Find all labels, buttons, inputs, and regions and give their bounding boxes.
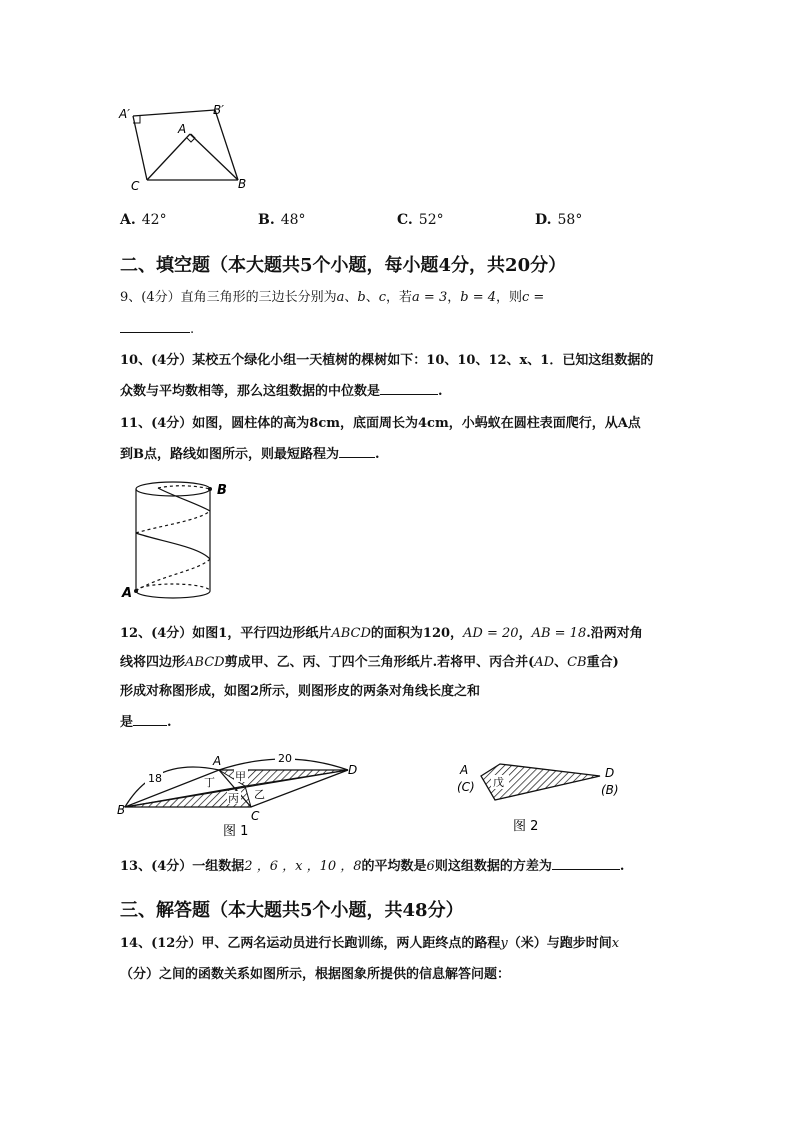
label-c: (C) [457,780,475,794]
section-2-heading: 二、填空题（本大题共5个小题，每小题4分，共20分） [120,255,567,276]
label-a: A [213,754,222,768]
answer-blank[interactable] [339,443,375,458]
option-d[interactable] [535,212,582,228]
question-12-line3: 形成对称图形成，如图2所示，则图形皮的两条对角线长度之和 [120,684,481,699]
answer-blank[interactable] [120,318,190,333]
answer-blank[interactable] [380,380,438,395]
length-18: 18 [148,772,162,785]
option-b[interactable] [258,212,306,228]
question-11: 11、(4分）如图，圆柱体的高为8cm，底面周长为4cm，小蚂蚁在圆柱表面爬行，从A点 [120,416,641,431]
question-12-line4: 是 . [120,708,172,738]
length-20: 20 [278,752,292,765]
label-c: C [131,179,140,193]
piece-jia: 甲 [235,770,246,783]
question-12: 12、(4分）如图1，平行四边形纸片ABCD的面积为120，AD = 20，AB = 18.沿两对角 [120,626,643,641]
figure-2-kite [455,758,635,838]
piece-yi: 乙 [254,788,265,801]
option-letter: D. [535,212,552,228]
label-b: B [117,803,126,817]
label-d: D [348,763,358,777]
label-a: A [178,122,187,136]
question-14: 14、(12分）甲、乙两名运动员进行长跑训练，两人距终点的路程y（米）与跑步时间x [120,936,620,951]
option-value: 58° [557,212,583,228]
label-a-prime: A′ [119,107,130,121]
label-a: A [460,763,469,777]
question-14-line2: （分）之间的函数关系如图所示，根据图象所提供的信息解答问题： [120,967,511,982]
question-11-line2: 到B点，路线如图所示，则最短路程为 . [120,440,380,470]
label-c: C [251,809,260,823]
question-13: 13、(4分）一组数据2 ，6 ，x ，10 ，8的平均数是6则这组数据的方差为 . [120,852,624,882]
option-letter: A. [120,212,136,228]
label-b: B [217,483,227,498]
option-c[interactable] [397,212,444,228]
option-value: 52° [418,212,444,228]
piece-bing: 丙 [228,792,239,805]
option-a[interactable] [120,212,167,228]
piece-ding: 丁 [204,776,215,789]
label-b: (B) [601,783,619,797]
figure-1-parallelogram [115,748,375,843]
question-9-answer-line: . [120,315,194,345]
answer-blank[interactable] [552,855,620,870]
figure-2-caption: 图 2 [513,819,539,834]
answer-blank[interactable] [133,711,167,726]
option-value: 48° [280,212,306,228]
question-10-line2: 众数与平均数相等，那么这组数据的中位数是 . [120,377,443,407]
question-9: 9、(4分）直角三角形的三边长分别为a、b、c，若a = 3，b = 4，则c = [120,290,545,305]
label-a: A [122,586,133,601]
option-value: 42° [141,212,167,228]
cylinder-figure [118,476,238,606]
question-12-line2: 线将四边形ABCD剪成甲、乙、丙、丁四个三角形纸片.若将甲、丙合并(AD、CB重合) [120,655,619,670]
label-b: B [238,177,247,191]
triangle-figure [115,98,265,198]
figure-1-caption: 图 1 [223,824,249,839]
option-letter: C. [397,212,413,228]
section-3-heading: 三、解答题（本大题共5个小题，共48分） [120,900,464,921]
option-letter: B. [258,212,275,228]
label-b-prime: B′ [213,103,224,117]
piece-wu: 戊 [493,776,504,789]
question-10: 10、(4分）某校五个绿化小组一天植树的棵树如下：10、10、12、x、1．已知这组数据的 [120,353,654,368]
label-d: D [605,766,615,780]
